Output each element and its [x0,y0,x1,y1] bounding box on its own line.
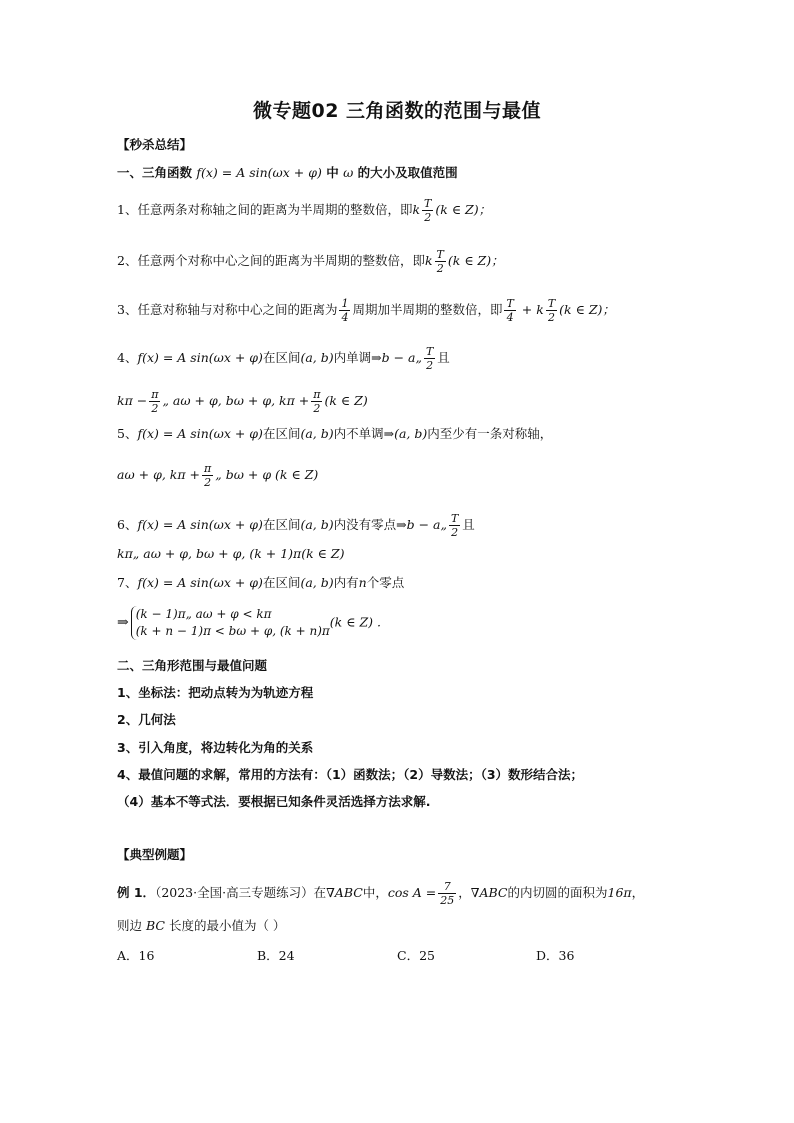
item5-formula: f(x) = A sin(ωx + φ) [137,426,263,441]
item1-tail: (k ∈ Z)； [435,202,492,217]
cos-fraction [438,880,456,907]
item6-interval: (a, b) [300,517,334,532]
item4-line2-tail: (k ∈ Z) [324,393,368,408]
part1-item-5 [117,426,552,442]
item4-tail: 且 [437,350,450,365]
implies-arrow: ⇒ [117,614,129,631]
item3-tail: (k ∈ Z)； [559,302,615,317]
item7-mid: 在区间 [262,575,301,590]
example-1-line2-a: 则边 [117,918,146,933]
item7-mid2: 内有 [333,575,359,590]
item6-prefix: 6、 [117,517,138,532]
system-line-1: (k − 1)π„ aω + φ < kπ [135,607,272,621]
item4-line2-a: kπ − [117,393,148,408]
example-1-mid1: 中， [362,885,388,900]
item4-line2-f-num: π [151,388,159,401]
item6-ineq: b − a„ [406,517,447,532]
item4-formula: f(x) = A sin(ωx + φ) [137,350,263,365]
item6-mid2: 内没有零点⇒ [333,517,407,532]
item7-interval: (a, b) [300,575,334,590]
item5-mid: 在区间 [262,426,301,441]
part2-item-4-continued: （4）基本不等式法．要根据已知条件灵活选择方法求解. [117,794,431,809]
part2-item-2: 2、几何法 [117,712,176,727]
part1-item-5-line-2 [117,462,318,489]
page-title: 微专题02 三角函数的范围与最值 [252,100,542,122]
part1-heading-omega: ω [343,165,354,180]
item6-mid: 在区间 [262,517,301,532]
item4-prefix: 4、 [117,350,138,365]
item3-frac-den: 4 [341,311,349,324]
item4-frac-den: 2 [426,359,434,372]
item3-text: 3、任意对称轴与对称中心之间的距离为 [117,302,338,317]
option-b[interactable]: B．24 [257,948,295,963]
item1-frac-num: T [424,197,432,210]
item5-line2-a: aω + φ, kπ + [117,467,201,482]
part1-heading-prefix: 一、三角函数 [117,165,197,180]
section-examples-heading: 【典型例题】 [117,847,193,862]
item2-frac-den: 2 [436,262,444,275]
item4-line2-fraction-2 [311,388,322,415]
part1-item-6 [117,512,475,539]
item6-formula: f(x) = A sin(ωx + φ) [137,517,263,532]
system-line-2: (k + n − 1)π < bω + φ, (k + n)π [135,624,330,638]
item5-line2-den: 2 [204,476,212,489]
part1-heading [117,165,458,181]
item1-k: k [412,202,421,217]
item4-mid: 在区间 [262,350,301,365]
item2-tail: (k ∈ Z)； [447,253,504,268]
item1-text: 1、任意两条对称轴之间的距离为半周期的整数倍，即 [117,202,413,217]
item5-line2-num: π [204,462,212,475]
system-tail: (k ∈ Z) . [329,614,381,630]
triangle-abc-2: ∇ABC [470,885,508,900]
item2-k: k [424,253,433,268]
item6-frac-den: 2 [451,526,459,539]
item4-interval: (a, b) [300,350,334,365]
item6-fraction [449,512,460,539]
item4-line2-b: „ aω + φ, bω + φ, kπ + [162,393,310,408]
item7-n: n [358,575,367,590]
item4-line2-g-num: π [313,388,321,401]
part2-item-3: 3、引入角度，将边转化为角的关系 [117,740,314,755]
item4-frac-num: T [425,345,434,358]
item3-f1-num: T [506,297,514,310]
item5-tail: 内至少有一条对称轴， [427,426,553,441]
example-1-mid4: ， [631,885,645,900]
item1-fraction [422,197,433,224]
example-1-source: （2023·全国·高三专题练习）在 [155,885,327,900]
item3-quarter-fraction [339,297,350,324]
item3-mid: 周期加半周期的整数倍，即 [352,302,503,317]
part1-item-7-system [117,606,381,640]
item3-f1-den: 4 [506,311,514,324]
item3-frac-num: 1 [341,297,349,310]
part2-item-1: 1、坐标法：把动点转为为轨迹方程 [117,685,314,700]
part1-item-2 [117,248,504,275]
item5-interval2: (a, b) [394,426,428,441]
item3-f2-num: T [547,297,556,310]
example-1-line-1 [117,880,644,907]
cos-den: 25 [440,894,455,907]
part1-item-3 [117,297,615,324]
item7-tail: 个零点 [366,575,405,590]
part1-item-4-line-2 [117,388,368,415]
part1-heading-mid: 中 [321,165,344,180]
item4-line2-f-den: 2 [151,402,159,415]
triangle-abc-1: ∇ABC [326,885,363,900]
item5-mid2: 内不单调⇒ [333,426,395,441]
part2-heading: 二、三角形范围与最值问题 [117,658,268,673]
part1-heading-formula: f(x) = A sin(ωx + φ) [196,165,322,180]
part1-item-4 [117,345,450,372]
item4-ineq: b − a„ [381,350,422,365]
part1-item-7 [117,575,404,591]
part1-heading-suffix: 的大小及取值范围 [353,165,458,180]
part1-item-1 [117,197,491,224]
item3-fraction-1 [504,297,515,324]
item5-prefix: 5、 [117,426,138,441]
item4-line2-fraction-1 [149,388,160,415]
option-a[interactable]: A．16 [117,948,155,963]
item7-prefix: 7、 [117,575,138,590]
item3-fraction-2 [546,297,557,324]
option-d[interactable]: D．36 [536,948,575,963]
item4-fraction [424,345,435,372]
item4-mid2: 内单调⇒ [333,350,382,365]
item3-plus-k: + k [517,302,544,317]
item4-line2-g-den: 2 [313,402,321,415]
inequality-system [131,606,330,640]
cos-num: 7 [438,880,456,894]
item7-formula: f(x) = A sin(ωx + φ) [137,575,263,590]
item5-line2-tail: „ bω + φ (k ∈ Z) [215,467,319,482]
example-1-line2-b: 长度的最小值为（ ） [164,918,286,933]
item5-line2-fraction [202,462,213,489]
part1-item-6-line-2: kπ„ aω + φ, bω + φ, (k + 1)π(k ∈ Z) [117,546,345,561]
side-bc: BC [145,918,165,933]
item2-frac-num: T [436,248,444,261]
item6-frac-num: T [450,512,459,525]
example-1-mid3: 的内切圆的面积为 [507,885,608,900]
example-1-label: 例 1． [117,885,156,900]
item2-text: 2、任意两个对称中心之间的距离为半周期的整数倍，即 [117,253,425,268]
item3-f2-den: 2 [548,311,555,324]
item5-interval: (a, b) [300,426,334,441]
item1-frac-den: 2 [424,211,432,224]
incircle-area: 16π [607,885,632,900]
example-1-line-2 [117,918,285,934]
example-1-mid2: ， [458,885,471,900]
section-summary-heading: 【秒杀总结】 [117,137,193,152]
item6-tail: 且 [462,517,475,532]
option-c[interactable]: C．25 [397,948,435,963]
part2-item-4: 4、最值问题的求解，常用的方法有：（1）函数法；（2）导数法；（3）数形结合法； [117,767,584,782]
cos-a: cos A = [387,885,437,900]
item2-fraction [435,248,446,275]
